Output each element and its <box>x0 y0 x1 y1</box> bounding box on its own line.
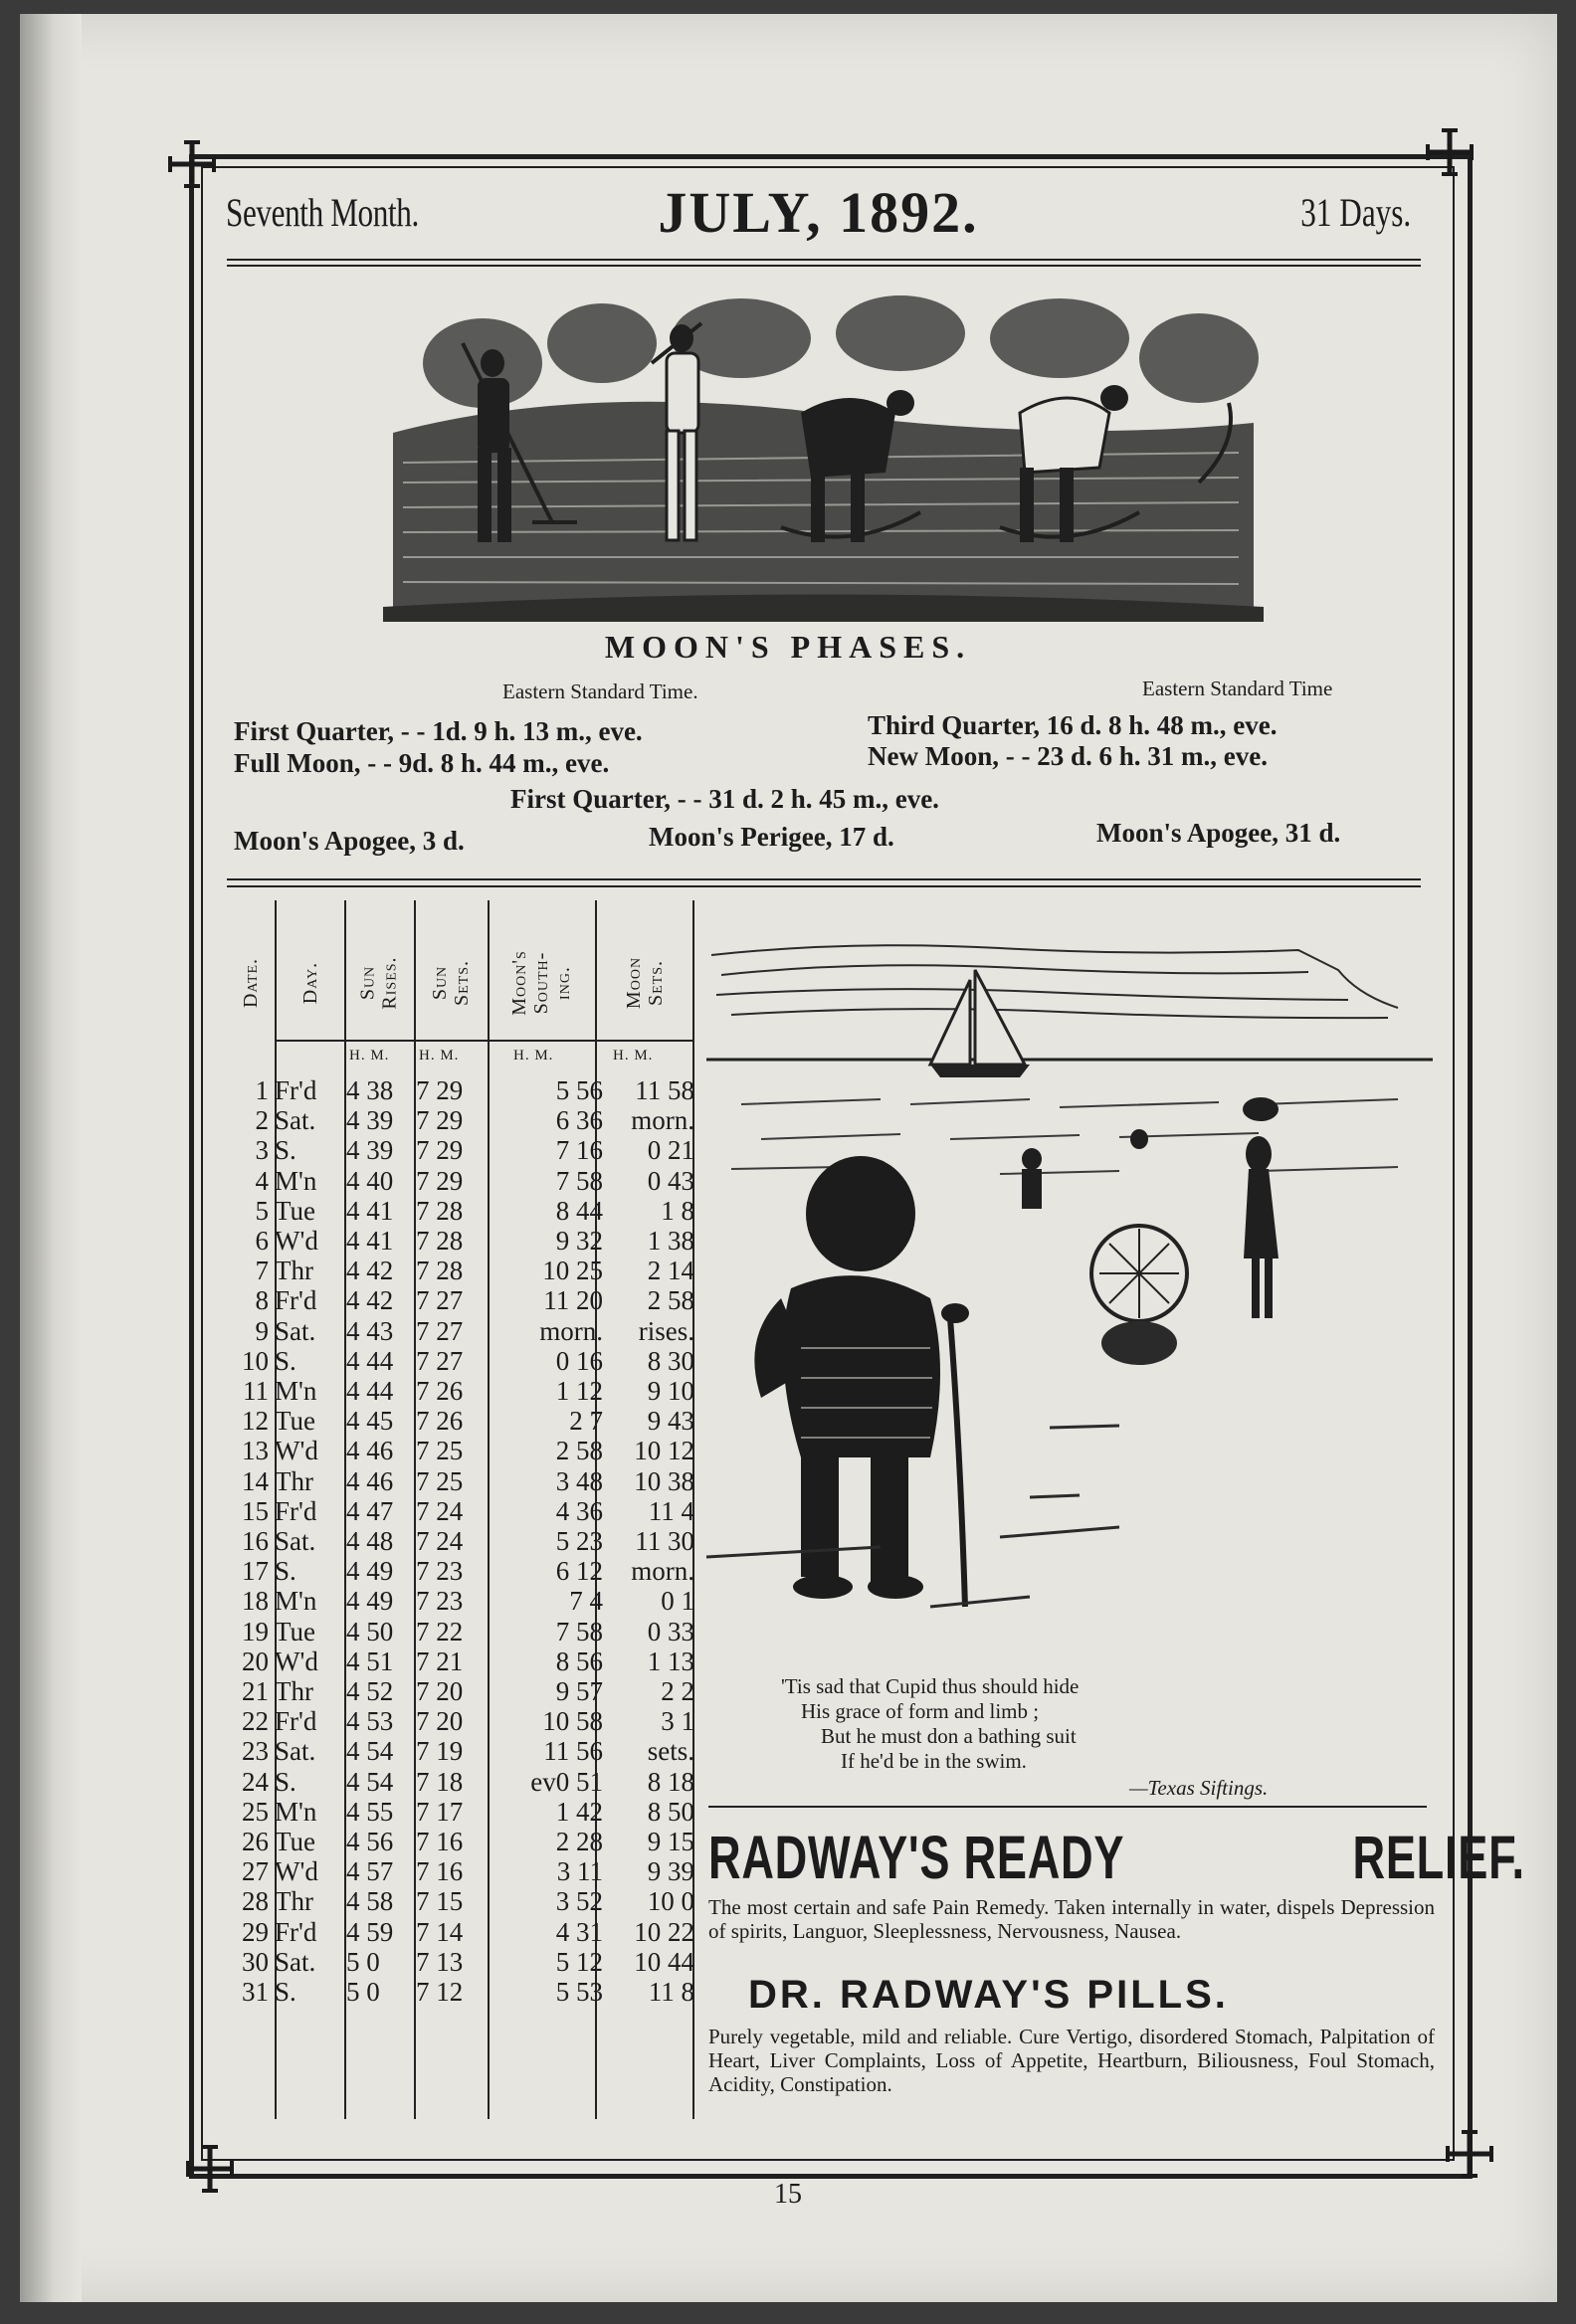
cell-day: Fr'd <box>275 1075 317 1105</box>
cell-moon-southing: 1 42 <box>555 1796 603 1827</box>
cell-sun-sets: 7 16 <box>416 1827 464 1856</box>
cell-moon-southing: 11 56 <box>543 1736 603 1767</box>
cell-date: 31 <box>242 1977 269 2007</box>
cell-sun-sets: 7 15 <box>416 1886 464 1917</box>
cell-moon-sets: morn. <box>631 1556 694 1587</box>
timezone-note: Eastern Standard Time <box>1142 677 1333 700</box>
divider <box>227 259 1421 261</box>
month-header <box>224 179 1413 249</box>
cell-sun-sets: 7 16 <box>416 1856 464 1887</box>
cell-day: Tue <box>275 1406 316 1437</box>
poem-line: But he must don a bathing suit <box>821 1724 1077 1748</box>
cell-day: S. <box>275 1977 296 2007</box>
cell-day: Sat. <box>275 1105 316 1136</box>
cell-day: Fr'd <box>275 1495 317 1526</box>
cell-date: 10 <box>242 1345 269 1376</box>
cell-sun-rises: 4 46 <box>346 1465 394 1496</box>
cell-sun-rises: 4 52 <box>346 1676 394 1706</box>
cell-sun-rises: 4 49 <box>346 1586 394 1617</box>
col-header-date: Date. <box>239 957 262 1009</box>
cell-sun-sets: 7 19 <box>416 1736 464 1767</box>
cell-moon-sets: 9 39 <box>647 1856 694 1887</box>
cell-sun-rises: 4 44 <box>346 1345 394 1376</box>
cell-moon-southing: 6 12 <box>555 1556 603 1587</box>
cell-date: 24 <box>242 1766 269 1797</box>
cell-moon-sets: 10 22 <box>634 1916 694 1947</box>
cell-sun-rises: 4 49 <box>346 1556 394 1587</box>
cell-moon-sets: 10 0 <box>647 1886 694 1917</box>
cell-moon-southing: 4 36 <box>555 1495 603 1526</box>
cell-day: S. <box>275 1766 296 1797</box>
cell-moon-sets: 0 43 <box>647 1165 694 1196</box>
cell-day: S. <box>275 1135 296 1166</box>
cell-moon-southing: 5 56 <box>555 1075 603 1105</box>
cell-date: 22 <box>242 1706 269 1737</box>
cell-sun-sets: 7 26 <box>416 1376 464 1406</box>
cell-date: 25 <box>242 1796 269 1827</box>
cell-sun-sets: 7 25 <box>416 1465 464 1496</box>
cell-sun-sets: 7 14 <box>416 1916 464 1947</box>
table-row <box>227 1285 694 1315</box>
cell-day: Sat. <box>275 1946 316 1977</box>
divider <box>708 1806 1427 1808</box>
table-row <box>227 1316 694 1346</box>
cell-moon-sets: 10 38 <box>634 1465 694 1496</box>
cell-moon-sets: 8 18 <box>647 1766 694 1797</box>
cell-sun-rises: 4 38 <box>346 1075 394 1105</box>
table-row <box>227 1406 694 1436</box>
cell-moon-sets: rises. <box>638 1315 694 1346</box>
cell-day: Fr'd <box>275 1285 317 1316</box>
sun-moon-table <box>227 900 694 2134</box>
cell-day: Sat. <box>275 1526 316 1556</box>
cell-date: 29 <box>242 1916 269 1947</box>
cell-day: Tue <box>275 1616 316 1646</box>
cell-moon-southing: 2 58 <box>555 1436 603 1466</box>
cell-sun-rises: 4 40 <box>346 1165 394 1196</box>
cell-moon-sets: 1 13 <box>647 1646 694 1676</box>
cell-sun-sets: 7 29 <box>416 1135 464 1166</box>
cell-date: 19 <box>242 1616 269 1646</box>
ad-title-right: RELIEF. <box>1352 1824 1525 1891</box>
cell-moon-sets: 9 43 <box>647 1406 694 1437</box>
cell-moon-sets: 1 38 <box>647 1226 694 1256</box>
cell-moon-southing: 7 58 <box>555 1165 603 1196</box>
cell-date: 6 <box>255 1226 269 1256</box>
divider <box>227 878 1421 880</box>
book-spine <box>20 14 82 2302</box>
cell-moon-sets: 9 10 <box>647 1376 694 1406</box>
cell-sun-rises: 4 55 <box>346 1796 394 1827</box>
cell-day: S. <box>275 1556 296 1587</box>
cell-sun-sets: 7 22 <box>416 1616 464 1646</box>
hm-label: H. M. <box>349 1048 390 1064</box>
phase-new-moon: New Moon, - - 23 d. 6 h. 31 m., eve. <box>868 741 1268 771</box>
cell-date: 15 <box>242 1495 269 1526</box>
page-title: JULY, 1892. <box>658 180 979 245</box>
table-row <box>227 1226 694 1256</box>
cell-date: 1 <box>255 1075 269 1105</box>
cell-day: M'n <box>275 1586 317 1617</box>
cell-date: 9 <box>255 1315 269 1346</box>
cell-sun-rises: 4 41 <box>346 1226 394 1256</box>
table-row <box>227 1196 694 1226</box>
cell-sun-rises: 4 50 <box>346 1616 394 1646</box>
cell-moon-southing: 7 4 <box>569 1586 603 1617</box>
timezone-note: Eastern Standard Time. <box>502 679 698 703</box>
table-row <box>227 1736 694 1766</box>
cell-date: 3 <box>255 1135 269 1166</box>
cell-sun-sets: 7 24 <box>416 1495 464 1526</box>
cell-moon-southing: 6 36 <box>555 1105 603 1136</box>
moon-apogee: Moon's Apogee, 31 d. <box>1096 818 1341 848</box>
page-number: 15 <box>774 2179 802 2210</box>
cell-moon-sets: 2 2 <box>661 1676 694 1706</box>
moon-perigee: Moon's Perigee, 17 d. <box>649 822 894 852</box>
radway-relief-ad-title <box>708 1823 1525 1892</box>
cell-sun-sets: 7 23 <box>416 1556 464 1587</box>
divider <box>227 265 1421 267</box>
table-row <box>227 1105 694 1135</box>
hm-label: H. M. <box>613 1048 654 1064</box>
cell-moon-sets: 9 15 <box>647 1827 694 1856</box>
cell-moon-sets: 11 8 <box>648 1977 694 2007</box>
cell-moon-southing: 2 7 <box>569 1406 603 1437</box>
cell-date: 8 <box>255 1285 269 1316</box>
cell-day: Tue <box>275 1827 316 1856</box>
phase-third-quarter: Third Quarter, 16 d. 8 h. 48 m., eve. <box>868 710 1278 740</box>
cell-day: S. <box>275 1345 296 1376</box>
corner-ornament-icon <box>1445 2129 1494 2179</box>
table-row <box>227 1496 694 1526</box>
cell-date: 14 <box>242 1465 269 1496</box>
cell-sun-sets: 7 12 <box>416 1977 464 2007</box>
cell-moon-sets: 10 12 <box>634 1436 694 1466</box>
table-row <box>227 1376 694 1406</box>
cell-day: W'd <box>275 1856 318 1887</box>
cell-sun-sets: 7 23 <box>416 1586 464 1617</box>
cell-day: M'n <box>275 1796 317 1827</box>
cell-moon-southing: 7 16 <box>555 1135 603 1166</box>
cell-moon-southing: 3 48 <box>555 1465 603 1496</box>
table-row <box>227 1646 694 1676</box>
cell-date: 21 <box>242 1676 269 1706</box>
cell-sun-rises: 4 46 <box>346 1436 394 1466</box>
cell-day: Tue <box>275 1195 316 1226</box>
cell-moon-sets: 0 1 <box>661 1586 694 1617</box>
cell-moon-southing: 3 11 <box>556 1856 603 1887</box>
cell-sun-sets: 7 20 <box>416 1706 464 1737</box>
cell-date: 11 <box>243 1376 269 1406</box>
cell-sun-rises: 4 56 <box>346 1827 394 1856</box>
corner-ornament-icon <box>167 139 217 189</box>
table-row <box>227 1256 694 1285</box>
cell-moon-southing: morn. <box>539 1315 603 1346</box>
table-row <box>227 1767 694 1797</box>
phase-full-moon: Full Moon, - - 9d. 8 h. 44 m., eve. <box>234 748 610 778</box>
cell-sun-sets: 7 17 <box>416 1796 464 1827</box>
cell-sun-sets: 7 24 <box>416 1526 464 1556</box>
table-row <box>227 1917 694 1947</box>
cell-date: 30 <box>242 1946 269 1977</box>
cell-sun-rises: 4 42 <box>346 1256 394 1286</box>
cell-moon-sets: 2 14 <box>647 1256 694 1286</box>
cell-sun-rises: 4 44 <box>346 1376 394 1406</box>
month-ordinal: Seventh Month. <box>226 190 419 235</box>
cell-sun-sets: 7 27 <box>416 1345 464 1376</box>
cell-moon-sets: sets. <box>647 1736 694 1767</box>
col-header-day: Day. <box>298 961 321 1005</box>
table-row <box>227 1617 694 1646</box>
cell-day: W'd <box>275 1436 318 1466</box>
cell-sun-sets: 7 28 <box>416 1226 464 1256</box>
poem-line: His grace of form and limb ; <box>801 1699 1040 1723</box>
cell-sun-sets: 7 28 <box>416 1256 464 1286</box>
cell-date: 28 <box>242 1886 269 1917</box>
cell-moon-sets: 2 58 <box>647 1285 694 1316</box>
table-row <box>227 1827 694 1856</box>
cell-day: Thr <box>275 1886 313 1917</box>
cell-sun-rises: 4 53 <box>346 1706 394 1737</box>
cell-sun-sets: 7 13 <box>416 1946 464 1977</box>
cell-date: 23 <box>242 1736 269 1767</box>
cell-moon-sets: 10 44 <box>634 1946 694 1977</box>
cell-sun-rises: 4 54 <box>346 1736 394 1767</box>
table-row <box>227 1346 694 1376</box>
table-row <box>227 1436 694 1465</box>
cell-day: W'd <box>275 1646 318 1676</box>
beach-illustration <box>701 900 1438 1676</box>
cell-moon-sets: 0 33 <box>647 1616 694 1646</box>
table-row <box>227 1706 694 1736</box>
col-header-sun-sets: Sun Sets. <box>428 959 473 1007</box>
cell-sun-sets: 7 27 <box>416 1315 464 1346</box>
cell-sun-sets: 7 29 <box>416 1075 464 1105</box>
moon-apogee: Moon's Apogee, 3 d. <box>234 826 465 856</box>
cell-moon-southing: 10 25 <box>542 1256 603 1286</box>
cell-sun-sets: 7 28 <box>416 1195 464 1226</box>
col-header-moon-southing: Moon's South- ing. <box>508 950 575 1016</box>
cell-sun-rises: 4 45 <box>346 1406 394 1437</box>
cell-sun-rises: 5 0 <box>346 1977 380 2007</box>
cell-sun-rises: 4 39 <box>346 1135 394 1166</box>
cell-moon-southing: 5 12 <box>555 1946 603 1977</box>
cell-sun-rises: 4 43 <box>346 1315 394 1346</box>
cell-sun-rises: 4 57 <box>346 1856 394 1887</box>
cell-moon-sets: morn. <box>631 1105 694 1136</box>
cell-moon-southing: 10 58 <box>542 1706 603 1737</box>
cell-day: Sat. <box>275 1736 316 1767</box>
cell-date: 12 <box>242 1406 269 1437</box>
cell-sun-rises: 4 59 <box>346 1916 394 1947</box>
cell-sun-sets: 7 29 <box>416 1105 464 1136</box>
table-row <box>227 1466 694 1496</box>
cell-sun-rises: 4 54 <box>346 1766 394 1797</box>
table-row <box>227 1526 694 1556</box>
cell-sun-rises: 4 39 <box>346 1105 394 1136</box>
cell-moon-sets: 8 30 <box>647 1345 694 1376</box>
cell-date: 16 <box>242 1526 269 1556</box>
cell-moon-sets: 1 8 <box>661 1195 694 1226</box>
cell-date: 4 <box>255 1165 269 1196</box>
cell-sun-sets: 7 21 <box>416 1646 464 1676</box>
poem-line: 'Tis sad that Cupid thus should hide <box>781 1674 1080 1698</box>
col-header-sun-rises: Sun Rises. <box>356 956 401 1010</box>
cell-moon-sets: 11 4 <box>648 1495 694 1526</box>
table-row <box>227 1856 694 1886</box>
table-row <box>227 1977 694 2007</box>
table-row <box>227 1166 694 1196</box>
poem-line: If he'd be in the swim. <box>841 1749 1027 1773</box>
cell-date: 2 <box>255 1105 269 1136</box>
cell-date: 5 <box>255 1195 269 1226</box>
cell-date: 27 <box>242 1856 269 1887</box>
cell-moon-southing: 8 44 <box>555 1195 603 1226</box>
cell-day: Fr'd <box>275 1706 317 1737</box>
cell-moon-sets: 8 50 <box>647 1796 694 1827</box>
day-count: 31 Days. <box>1300 190 1411 235</box>
table-row <box>227 1556 694 1586</box>
cell-sun-rises: 4 58 <box>346 1886 394 1917</box>
cell-moon-southing: 0 16 <box>555 1345 603 1376</box>
table-row <box>227 1947 694 1977</box>
table-row <box>227 1676 694 1706</box>
cell-sun-rises: 4 48 <box>346 1526 394 1556</box>
cell-moon-sets: 11 58 <box>635 1075 694 1105</box>
cell-sun-rises: 5 0 <box>346 1946 380 1977</box>
table-row <box>227 1586 694 1616</box>
hm-label: H. M. <box>419 1048 460 1064</box>
phase-first-quarter: First Quarter, - - 1d. 9 h. 13 m., eve. <box>234 716 643 746</box>
cell-date: 26 <box>242 1827 269 1856</box>
cell-day: M'n <box>275 1165 317 1196</box>
cell-moon-southing: 5 23 <box>555 1526 603 1556</box>
cell-sun-sets: 7 27 <box>416 1285 464 1316</box>
cell-sun-rises: 4 41 <box>346 1195 394 1226</box>
cell-date: 17 <box>242 1556 269 1587</box>
radway-relief-ad-text: The most certain and safe Pain Remedy. Taken internally in water, dispels Depression of spirits, Languor, Sleeplessness, Nervousness, Nausea. <box>708 1895 1435 1943</box>
corner-ornament-icon <box>1425 127 1475 177</box>
cell-moon-sets: 0 21 <box>647 1135 694 1166</box>
table-row <box>227 1135 694 1165</box>
cell-day: Sat. <box>275 1315 316 1346</box>
cell-date: 13 <box>242 1436 269 1466</box>
cell-moon-southing: 1 12 <box>555 1376 603 1406</box>
cell-date: 20 <box>242 1646 269 1676</box>
cell-day: Thr <box>275 1465 313 1496</box>
cell-moon-southing: ev0 51 <box>530 1766 603 1797</box>
cell-sun-rises: 4 47 <box>346 1495 394 1526</box>
cell-day: Thr <box>275 1256 313 1286</box>
cell-sun-sets: 7 26 <box>416 1406 464 1437</box>
cell-date: 7 <box>255 1256 269 1286</box>
ad-title-left: RADWAY'S READY <box>708 1824 1125 1891</box>
cell-moon-southing: 11 20 <box>543 1285 603 1316</box>
cell-day: W'd <box>275 1226 318 1256</box>
cell-day: Fr'd <box>275 1916 317 1947</box>
cell-day: M'n <box>275 1376 317 1406</box>
cell-sun-sets: 7 25 <box>416 1436 464 1466</box>
phase-first-quarter-2: First Quarter, - - 31 d. 2 h. 45 m., eve. <box>510 784 939 814</box>
cell-sun-sets: 7 18 <box>416 1766 464 1797</box>
cell-sun-sets: 7 29 <box>416 1165 464 1196</box>
divider <box>227 885 1421 887</box>
table-row <box>227 1075 694 1105</box>
table-row <box>227 1886 694 1916</box>
cell-sun-sets: 7 20 <box>416 1676 464 1706</box>
hm-label: H. M. <box>513 1048 554 1064</box>
cell-sun-rises: 4 42 <box>346 1285 394 1316</box>
cell-day: Thr <box>275 1676 313 1706</box>
cell-moon-southing: 9 57 <box>555 1676 603 1706</box>
cell-moon-southing: 2 28 <box>555 1827 603 1856</box>
cell-sun-rises: 4 51 <box>346 1646 394 1676</box>
table-row <box>227 1797 694 1827</box>
cell-moon-southing: 5 53 <box>555 1977 603 2007</box>
cell-moon-southing: 9 32 <box>555 1226 603 1256</box>
cell-date: 18 <box>242 1586 269 1617</box>
cell-moon-southing: 3 52 <box>555 1886 603 1917</box>
cell-moon-southing: 7 58 <box>555 1616 603 1646</box>
haymaking-engraving <box>383 284 1264 622</box>
poem-credit: —Texas Siftings. <box>1129 1776 1269 1800</box>
col-header-moon-sets: Moon Sets. <box>623 956 667 1010</box>
cell-moon-southing: 4 31 <box>555 1916 603 1947</box>
radway-pills-ad-text: Purely vegetable, mild and reliable. Cure Vertigo, disordered Stomach, Palpitation of Heart, Liver Complaints, Loss of Appetite, Heartburn, Biliousness, Foul Stomach, Acidity, Constipation. <box>708 2025 1435 2096</box>
cell-moon-southing: 8 56 <box>555 1646 603 1676</box>
cell-moon-sets: 3 1 <box>661 1706 694 1737</box>
cell-moon-sets: 11 30 <box>635 1526 694 1556</box>
moon-phases-heading: MOON'S PHASES. <box>604 629 972 665</box>
radway-pills-ad-title: DR. RADWAY'S PILLS. <box>748 1973 1229 2017</box>
